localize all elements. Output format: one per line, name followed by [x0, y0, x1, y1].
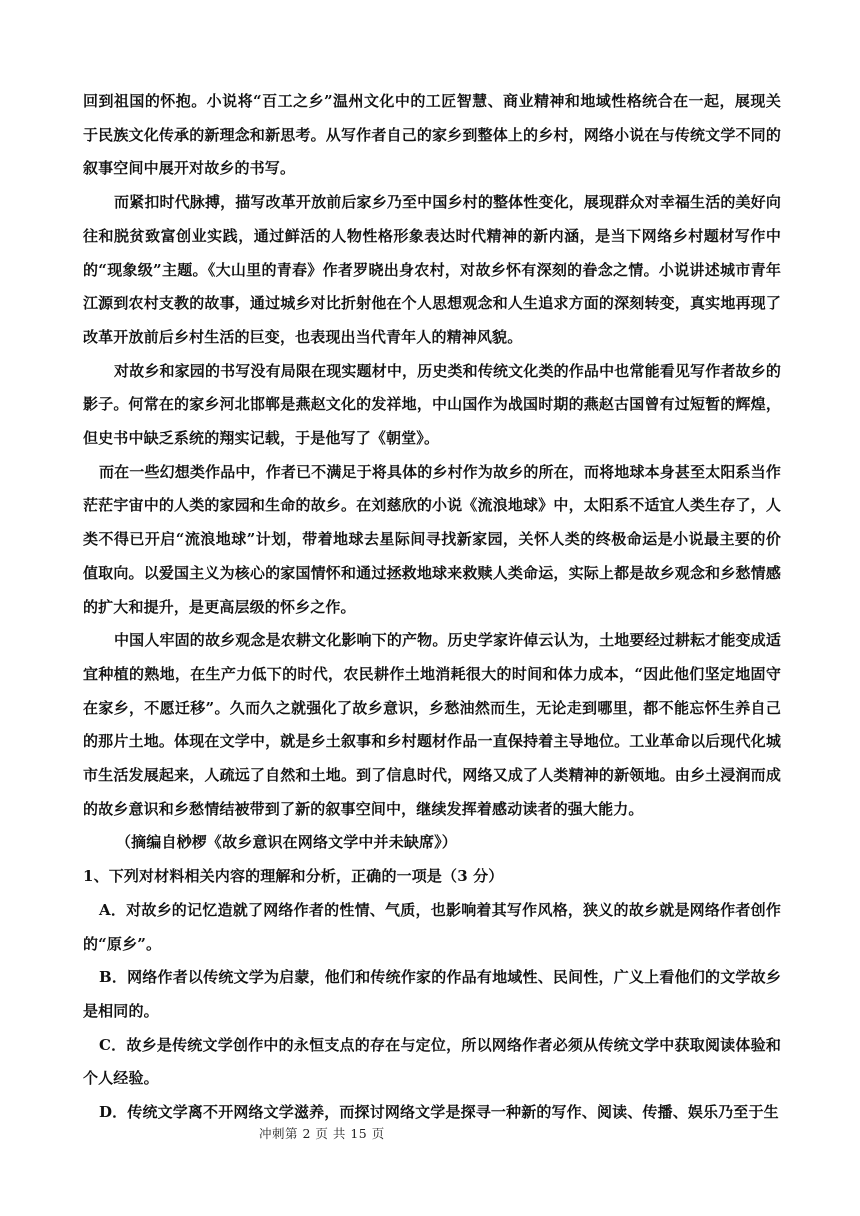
paragraph-4: 而在一些幻想类作品中，作者已不满足于将具体的乡村作为故乡的所在，而将地球本身甚至太阳系当作茫茫宇宙中的人类的家园和生命的故乡。在刘慈欣的小说《流浪地球》中，太阳系不适宜人类生存了，人类不得已开启“流浪地球”计划，带着地球去星际间寻找新家园，关怀人类的终极命运是小说最主要的价值取向。以爱国主义为核心的家国情怀和通过拯救地球来救赎人类命运，实际上都是故乡观念和乡愁情感的扩大和提升，是更高层级的怀乡之作。 [83, 462, 781, 616]
option-c: C．故乡是传统文学创作中的永恒支点的存在与定位，所以网络作者必须从传统文学中获取阅读体验和个人经验。 [83, 1035, 781, 1088]
paragraph-1: 回到祖国的怀抱。小说将“百工之乡”温州文化中的工匠智慧、商业精神和地域性格统合在一起，展现关于民族文化传承的新理念和新思考。从写作者自己的家乡到整体上的乡村，网络小说在与传统文学不同的叙事空间中展开对故乡的书写。 [83, 92, 781, 178]
document-body [83, 85, 781, 1130]
paragraph-5: 中国人牢固的故乡观念是农耕文化影响下的产物。历史学家许倬云认为，土地要经过耕耘才能变成适宜种植的熟地，在生产力低下的时代，农民耕作土地消耗很大的时间和体力成本，“因此他们坚定地固守在家乡，不愿迁移”。久而久之就强化了故乡意识，乡愁油然而生，无论走到哪里，都不能忘怀生养自己的那片土地。体现在文学中，就是乡土叙事和乡村题材作品一直保持着主导地位。工业革命以后现代化城市生活发展起来，人疏远了自然和土地。到了信息时代，网络又成了人类精神的新领地。由乡土浸润而成的故乡意识和乡愁情结被带到了新的叙事空间中，继续发挥着感动读者的强大能力。 [83, 631, 781, 818]
paragraph-2: 而紧扣时代脉搏，描写改革开放前后家乡乃至中国乡村的整体性变化，展现群众对幸福生活的美好向往和脱贫致富创业实践，通过鲜活的人物性格形象表达时代精神的新内涵，是当下网络乡村题材写作中的“现象级”主题。《大山里的青春》作者罗晓出身农村，对故乡怀有深刻的眷念之情。小说讲述城市青年江源到农村支教的故事，通过城乡对比折射他在个人思想观念和人生追求方面的深刻转变，真实地再现了改革开放前后乡村生活的巨变，也表现出当代青年人的精神风貌。 [83, 193, 781, 346]
option-d: D．传统文学离不开网络文学滋养，而探讨网络文学是探寻一种新的写作、阅读、传播、娱乐乃至于生 [99, 1103, 779, 1122]
option-a: A．对故乡的记忆造就了网络作者的性情、气质，也影响着其写作风格，狭义的故乡就是网络作者创作的“原乡”。 [83, 900, 781, 953]
question-stem: 1、下列对材料相关内容的理解和分析，正确的一项是（3 分） [83, 867, 504, 886]
page-footer: 冲刺第 2 页 共 15 页 [259, 1126, 385, 1141]
option-b: B．网络作者以传统文学为启蒙，他们和传统作家的作品有地域性、民间性，广义上看他们的文学故乡是相同的。 [83, 968, 781, 1020]
paragraph-3: 对故乡和家园的书写没有局限在现实题材中，历史类和传统文化类的作品中也常能看见写作者故乡的影子。何常在的家乡河北邯郸是燕赵文化的发祥地，中山国作为战国时期的燕赵古国曾有过短暂的辉煌，但史书中缺乏系统的翔实记载，于是他写了《朝堂》。 [83, 361, 781, 448]
source-citation: （摘编自桫椤《故乡意识在网络文学中并未缺席》） [116, 833, 457, 852]
